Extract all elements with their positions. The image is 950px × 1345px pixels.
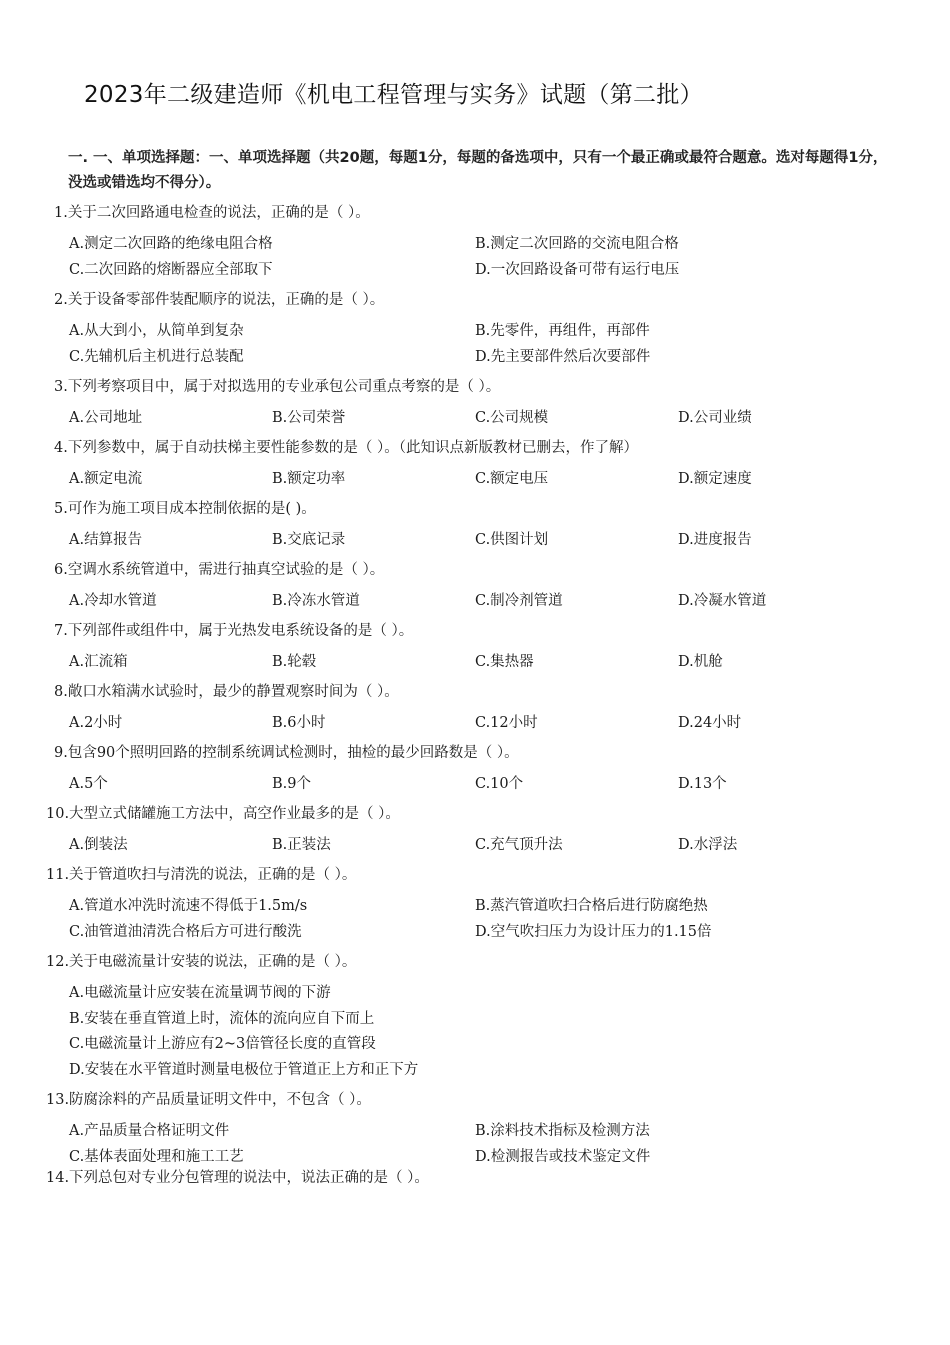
option-c: C.10个: [475, 776, 524, 792]
option-d: D.额定速度: [678, 471, 752, 487]
option-b: B.额定功率: [272, 471, 346, 487]
option-d: D.水浮法: [678, 837, 738, 853]
question-stem: 1.关于二次回路通电检查的说法，正确的是（ ）。: [54, 205, 370, 221]
option-c: C.制冷剂管道: [475, 593, 563, 609]
option-a: A.结算报告: [69, 532, 143, 548]
option-b: B.6小时: [272, 715, 326, 731]
option-c: C.供图计划: [475, 532, 549, 548]
question-stem: 9.包含90个照明回路的控制系统调试检测时，抽检的最少回路数是（ ）。: [54, 745, 519, 761]
option-d: D.机舱: [678, 654, 723, 670]
option-c: C.二次回路的熔断器应全部取下: [69, 261, 273, 278]
option-c: C.电磁流量计上游应有2~3倍管径长度的直管段: [69, 1036, 376, 1052]
option-a: A.冷却水管道: [69, 593, 157, 609]
option-c: C.充气顶升法: [475, 837, 563, 853]
question-stem: 12.关于电磁流量计安装的说法，正确的是（ ）。: [46, 954, 357, 970]
option-a: A.公司地址: [69, 410, 143, 426]
option-d: D.检测报告或技术鉴定文件: [475, 1148, 651, 1165]
option-a: A.测定二次回路的绝缘电阻合格: [69, 236, 273, 252]
question-stem: 10.大型立式储罐施工方法中，高空作业最多的是（ ）。: [46, 806, 400, 822]
option-c: C.集热器: [475, 654, 534, 670]
option-a: A.5个: [69, 776, 108, 792]
page-title: 2023年二级建造师《机电工程管理与实务》试题（第二批）: [84, 82, 703, 108]
option-a: A.管道水冲洗时流速不得低于1.5m/s: [69, 898, 308, 914]
option-b: B.安装在垂直管道上时，流体的流向应自下而上: [69, 1010, 375, 1027]
option-b: B.公司荣誉: [272, 410, 346, 426]
option-c: C.基体表面处理和施工工艺: [69, 1148, 244, 1165]
option-d: D.先主要部件然后次要部件: [475, 348, 651, 365]
question-stem: 11.关于管道吹扫与清洗的说法，正确的是（ ）。: [46, 867, 357, 883]
option-a: A.2小时: [69, 715, 123, 731]
option-a: A.产品质量合格证明文件: [69, 1123, 230, 1139]
question-stem: 7.下列部件或组件中，属于光热发电系统设备的是（ ）。: [54, 623, 414, 639]
option-b: B.9个: [272, 776, 311, 792]
option-b: B.蒸汽管道吹扫合格后进行防腐绝热: [475, 898, 708, 914]
option-d: D.一次回路设备可带有运行电压: [475, 261, 680, 278]
option-c: C.额定电压: [475, 471, 549, 487]
option-d: D.冷凝水管道: [678, 593, 767, 609]
option-b: B.交底记录: [272, 532, 346, 548]
option-c: C.油管道油清洗合格后方可进行酸洗: [69, 923, 302, 940]
option-b: B.涂料技术指标及检测方法: [475, 1123, 650, 1139]
section-heading: 一. 一、单项选择题：一、单项选择题（共20题，每题1分，每题的备选项中，只有一个最正确或最符合题意。选对每题得1分，没选或错选均不得分）。: [68, 150, 888, 191]
option-a: A.从大到小，从简单到复杂: [69, 323, 244, 339]
option-d: D.进度报告: [678, 532, 752, 548]
option-b: B.先零件，再组件，再部件: [475, 323, 650, 339]
question-stem: 3.下列考察项目中，属于对拟选用的专业承包公司重点考察的是（ ）。: [54, 379, 501, 395]
question-stem: 8.敞口水箱满水试验时，最少的静置观察时间为（ ）。: [54, 684, 399, 700]
question-stem: 2.关于设备零部件装配顺序的说法，正确的是（ ）。: [54, 292, 385, 308]
option-b: B.测定二次回路的交流电阻合格: [475, 236, 679, 252]
option-d: D.24小时: [678, 715, 742, 731]
option-c: C.先辅机后主机进行总装配: [69, 348, 244, 365]
option-b: B.轮毂: [272, 654, 317, 670]
option-d: D.公司业绩: [678, 410, 752, 426]
option-b: B.冷冻水管道: [272, 593, 360, 609]
question-stem: 14.下列总包对专业分包管理的说法中，说法正确的是（ ）。: [46, 1170, 429, 1186]
option-d: D.安装在水平管道时测量电极位于管道正上方和正下方: [69, 1061, 419, 1078]
option-c: C.12小时: [475, 715, 538, 731]
option-d: D.13个: [678, 776, 727, 792]
option-d: D.空气吹扫压力为设计压力的1.15倍: [475, 923, 712, 940]
question-stem: 5.可作为施工项目成本控制依据的是( )。: [54, 501, 316, 517]
question-stem: 4.下列参数中，属于自动扶梯主要性能参数的是（ ）。（此知识点新版教材已删去，作了解）: [54, 440, 638, 456]
option-a: A.倒装法: [69, 837, 128, 853]
option-a: A.汇流箱: [69, 654, 128, 670]
question-stem: 6.空调水系统管道中，需进行抽真空试验的是（ ）。: [54, 562, 385, 578]
option-b: B.正装法: [272, 837, 331, 853]
option-c: C.公司规模: [475, 410, 549, 426]
question-stem: 13.防腐涂料的产品质量证明文件中，不包含（ ）。: [46, 1092, 371, 1108]
option-a: A.额定电流: [69, 471, 143, 487]
option-a: A.电磁流量计应安装在流量调节阀的下游: [69, 985, 331, 1001]
